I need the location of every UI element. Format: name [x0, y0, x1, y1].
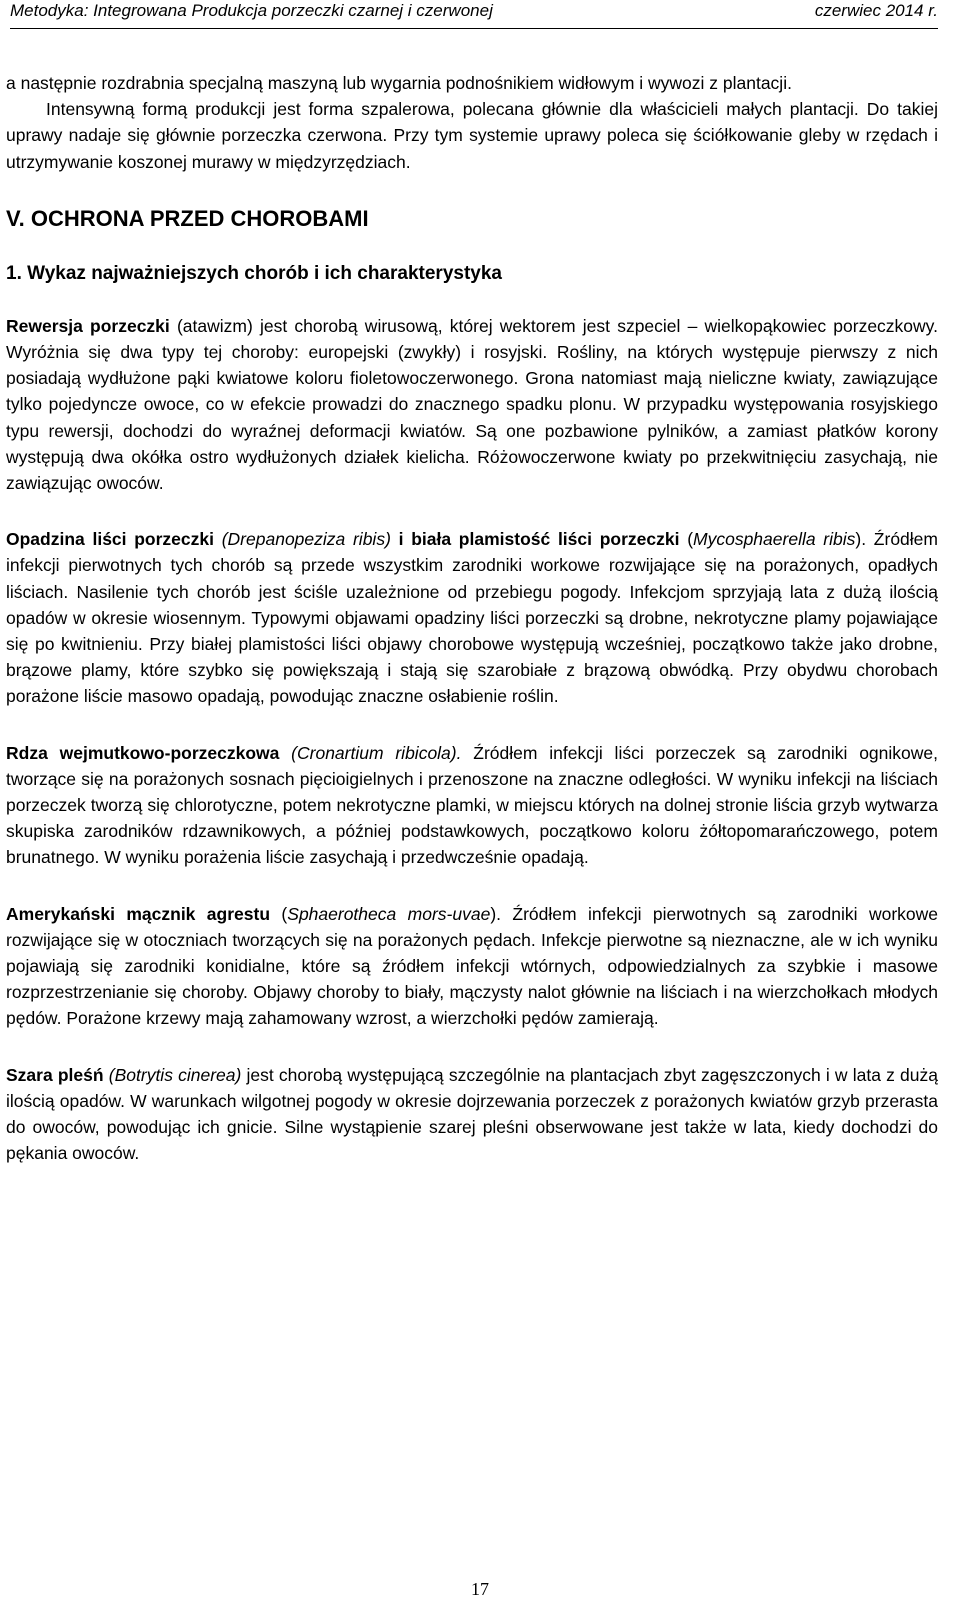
maczniak-text: ). Źródłem infekcji pierwotnych są zarodniki workowe rozwijające się w otoczniach tworzących się na porażonych pędach. Infekcje pierwotne są nieznaczne, ale w ich wyniku pojawiają się zarodniki konidialne, które są źródłem infekcji wtórnych, odpowiedzialnych za szybkie i masowe rozprzestrzenianie się choroby. Objawy choroby to biały, mączysty nalot głównie na liściach i na wierzchołkach młodych pędów. Porażone krzewy mają zahamowany wzrost, a wierzchołki pędów zamierają.: [6, 903, 939, 1029]
running-header: [10, 0, 938, 29]
body-text: [6, 70, 938, 1167]
latin-name-opadzina: (Drepanopeziza ribis): [214, 529, 399, 550]
paragraph-rewersja: [6, 313, 938, 496]
disease-name-maczniak: Amerykański mącznik agrestu: [6, 903, 271, 924]
rewersja-text: (atawizm) jest chorobą wirusową, której wektorem jest szpeciel – wielkopąkowiec porzeczkowy. Wyróżnia się dwa typy tej choroby: europejski (zwykły) i rosyjski. Rośliny, na których występuje pierwszy z nich posiadają wydłużone pąki kwiatowe koloru fioletowoczerwonego. Grona natomiast mają nieliczne kwiaty, zawiązujące tylko pojedyncze owoce, co w efekcie prowadzi do znacznego spadku plonu. W przypadku występowania rosyjskiego typu rewersji, dochodzi do wyraźnej deformacji kwiatów. Są one pozbawione pylników, a zamiast płatków korony występują dwa okółka ostro wydłużonych działek kielicha. Różowoczerwone kwiaty po przekwitnięciu zasychają, nie zawiązując owoców.: [6, 315, 938, 494]
latin-name-szara-plesn: (Botrytis cinerea): [103, 1064, 242, 1085]
paragraph-szara-plesn: [6, 1062, 938, 1167]
disease-name-rewersja: Rewersja porzeczki: [6, 315, 170, 336]
opadzina-text: ). Źródłem infekcji pierwotnych tych chorób są przede wszystkim zarodniki workowe rozwijające się na porażonych, opadłych liściach. Nasilenie tych chorób jest ściśle uzależnione od przebiegu pogody. Infekcjom sprzyjają lata z dużą ilością opadów w okresie wiosennym. Typowymi objawami opadziny liści porzeczki są drobne, nekrotyczne plamy pojawiające się po kwitnieniu. Przy białej plamistości liści objawy chorobowe występują wcześniej, początkowo także jako drobne, brązowe plamy, które szybko się powiększają i stają się szarobiałe z brązową obwódką. Przy obydwu chorobach porażone liście masowo opadają, powodując znaczne osłabienie roślin.: [6, 529, 938, 707]
intro-paragraph-2: Intensywną formą produkcji jest forma szpalerowa, polecana głównie dla właścicieli małych plantacji. Do takiej uprawy nadaje się głównie porzeczka czerwona. Przy tym systemie uprawy poleca się ściółkowanie gleby w rzędach i utrzymywanie koszonej murawy w międzyrzędziach.: [6, 99, 938, 172]
subsection-title: 1. Wykaz najważniejszych chorób i ich charakterystyka: [6, 262, 502, 284]
paren-open: (: [679, 529, 694, 550]
page-number: 17: [471, 1579, 489, 1599]
disease-name-rdza: Rdza wejmutkowo-porzeczkowa: [6, 742, 280, 763]
disease-name-szara-plesn: Szara pleśń: [6, 1064, 104, 1085]
paren-open-maczniak: (: [270, 903, 288, 924]
rdza-text: Źródłem infekcji liści porzeczek są zarodniki ognikowe, tworzące się na porażonych sosnach pięcioigielnych i przenoszone na znaczne odległości. W wyniku infekcji na liściach porzeczek tworzą się chlorotyczne, potem nekrotyczne plamki, w miejscu których na dolnej stronie liścia grzyb wytwarza skupiska zarodników rdzawnikowych, a później podstawkowych, początkowo koloru żółtopomarańczowego, potem brunatnego. W wyniku porażenia liście zasychają i przedwcześnie opadają.: [6, 742, 938, 868]
szara-plesn-text: jest chorobą występującą szczególnie na plantacjach zbyt zagęszczonych i w lata z dużą ilością opadów. W warunkach wilgotnej pogody w okresie dojrzewania porzeczek z porażonych kwiatów grzyb przerasta do owoców, powodując ich gnicie. Silne wystąpienie szarej pleśni obserwowane jest także w lata, kiedy dochodzi do pękania owoców.: [6, 1064, 938, 1164]
disease-name-opadzina: Opadzina liści porzeczki: [6, 529, 214, 550]
latin-name-maczniak: Sphaerotheca mors-uvae: [287, 903, 491, 924]
disease-name-plamistosc: i biała plamistość liści porzeczki: [398, 529, 680, 550]
paragraph-maczniak: [6, 901, 938, 1032]
intro-paragraph-1: a następnie rozdrabnia specjalną maszyną lub wygarnia podnośnikiem widłowym i wywozi z plantacji.: [6, 73, 792, 93]
header-title: Metodyka: Integrowana Produkcja porzeczki czarnej i czerwonej: [10, 1, 493, 20]
paragraph-opadzina: [6, 526, 938, 709]
header-date: czerwiec 2014 r.: [814, 1, 938, 20]
latin-name-plamistosc: Mycosphaerella ribis: [693, 529, 856, 550]
paragraph-rdza: [6, 740, 938, 871]
section-title: V. OCHRONA PRZED CHOROBAMI: [6, 205, 369, 231]
latin-name-rdza: (Cronartium ribicola).: [279, 742, 462, 763]
